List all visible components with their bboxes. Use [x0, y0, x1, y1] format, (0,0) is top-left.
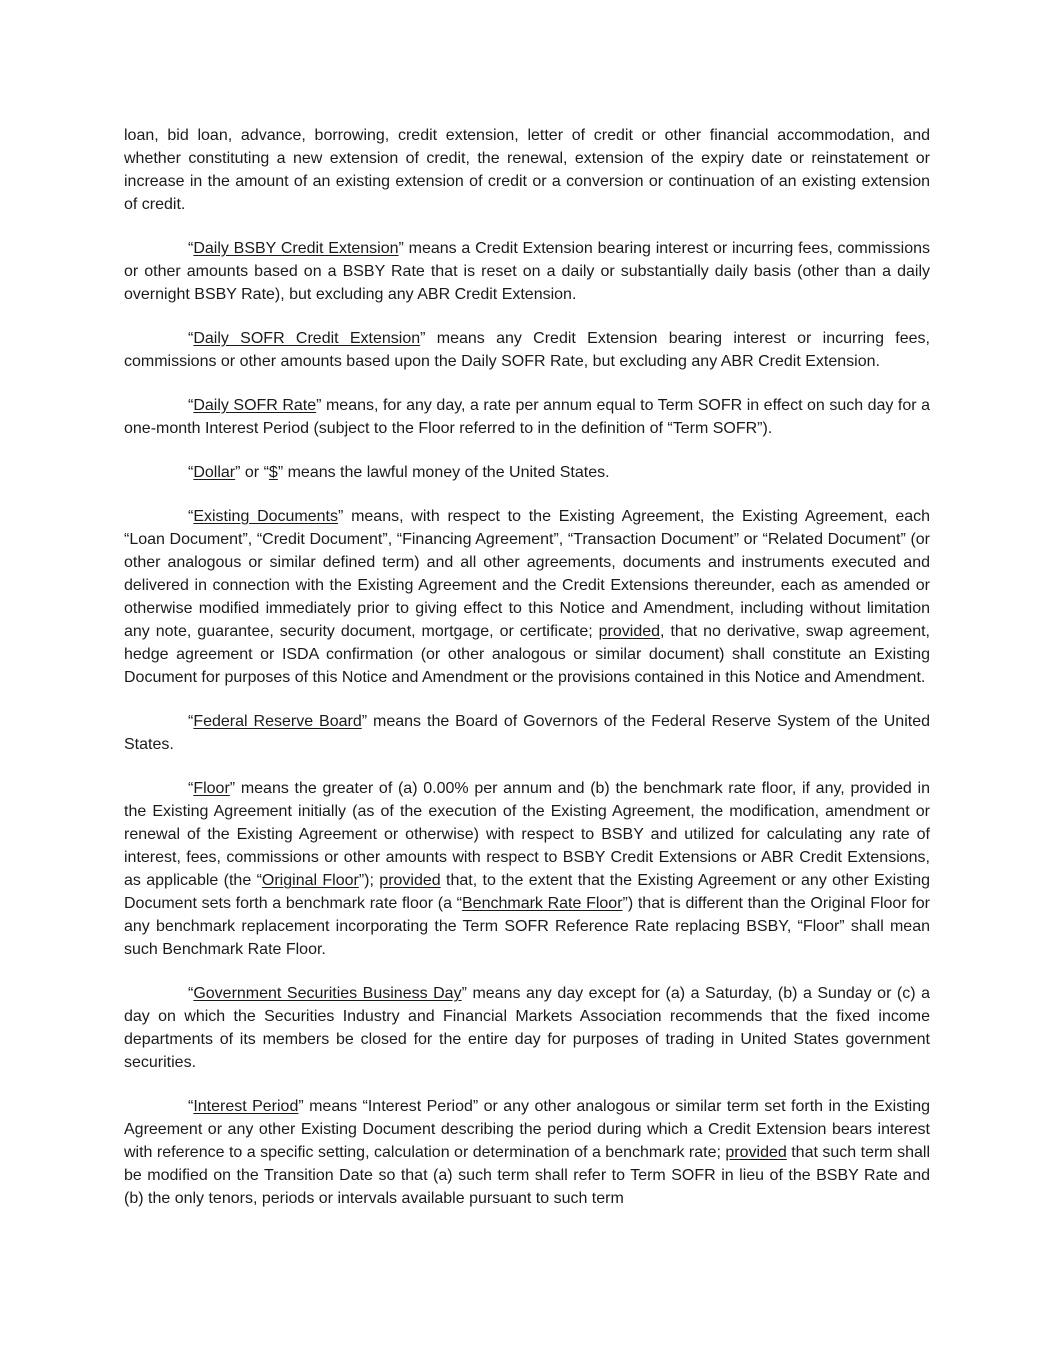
definition-paragraph [124, 710, 930, 756]
paragraph-text: “ [188, 240, 194, 257]
paragraph-text: ” means, for any day, a rate per annum equal to Term SOFR in effect on such day for a one-month Interest Period (subject to the Floor referred to in the definition of “Term SOFR”). [124, 397, 930, 437]
paragraph-text: ” means a Credit Extension bearing interest or incurring fees, commissions or other amounts based on a BSBY Rate that is reset on a daily or substantially daily basis (other than a daily overnight BSBY Rate), but excluding any ABR Credit Extension. [124, 240, 930, 303]
defined-term: Benchmark Rate Floor [462, 895, 623, 912]
paragraph-text: “ [188, 397, 194, 414]
defined-term: provided [598, 623, 661, 640]
paragraph-text: ” or “ [235, 464, 269, 481]
paragraph-text: ”) that is different than the Original Floor for any benchmark replacement incorporating the Term SOFR Reference Rate replacing BSBY, “Floor” shall mean such Benchmark Rate Floor. [124, 895, 931, 958]
definition-paragraph [124, 461, 930, 484]
definition-paragraph [124, 394, 930, 440]
defined-term: Federal Reserve Board [193, 713, 362, 730]
defined-term: Daily BSBY Credit Extension [193, 240, 399, 257]
paragraph-text: , that no derivative, swap agreement, hedge agreement or ISDA confirmation (or other analogous or similar document) shall constitute an Existing Document for purposes of this Notice and Amendment or the provisions contained in this Notice and Amendment. [124, 623, 931, 686]
paragraph-text: ” means the Board of Governors of the Federal Reserve System of the United States. [124, 713, 930, 753]
paragraph-text: “ [188, 464, 194, 481]
defined-term: Original Floor [261, 872, 359, 889]
defined-term: Dollar [193, 464, 236, 481]
paragraph-text: “ [188, 780, 194, 797]
definition-paragraph [124, 505, 930, 689]
defined-term: Government Securities Business Day [193, 985, 462, 1002]
defined-term: Daily SOFR Rate [193, 397, 317, 414]
paragraph-text: “ [188, 985, 194, 1002]
definition-paragraph [124, 327, 930, 373]
paragraph-text: “ [188, 508, 194, 525]
paragraph-text: ” means any day except for (a) a Saturday, (b) a Sunday or (c) a day on which the Securities Industry and Financial Markets Association recommends that the fixed income departments of its members be closed for the entire day for purposes of trading in United States government securities. [124, 985, 931, 1071]
paragraph-text: loan, bid loan, advance, borrowing, credit extension, letter of credit or other financial accommodation, and whether constituting a new extension of credit, the renewal, extension of the expiry date or reinstatement or increase in the amount of an existing extension of credit or a conversion or continuation of an existing extension of credit. [124, 127, 930, 213]
paragraph-text: ” means “Interest Period” or any other analogous or similar term set forth in the Existing Agreement or any other Existing Document describing the period during which a Credit Extension bears interest with reference to a specific setting, calculation or determination of a benchmark rate; [124, 1098, 931, 1161]
defined-term: provided [379, 872, 441, 889]
paragraph-text: that, to the extent that the Existing Agreement or any other Existing Document sets forth a benchmark rate floor (a “ [124, 872, 931, 912]
paragraph-text: “ [188, 713, 194, 730]
paragraph-text: “ [188, 330, 194, 347]
paragraph-text: ”); [358, 872, 380, 889]
defined-term: Daily SOFR Credit Extension [193, 330, 421, 347]
defined-term: $ [268, 464, 278, 481]
paragraph-text: ” means the lawful money of the United States. [277, 464, 610, 481]
definition-paragraph [124, 982, 930, 1074]
paragraph-text: that such term shall be modified on the Transition Date so that (a) such term shall refer to Term SOFR in lieu of the BSBY Rate and (b) the only tenors, periods or intervals available pursuant to such term [124, 1144, 930, 1207]
paragraph-text: “ [188, 1098, 194, 1115]
definition-paragraph [124, 237, 930, 306]
defined-term: Existing Documents [193, 508, 339, 525]
paragraph-text: ” means, with respect to the Existing Agreement, the Existing Agreement, each “Loan Document”, “Credit Document”, “Financing Agreement”, “Transaction Document” or “Related Document” (or other analogous or similar defined term) and all other agreements, documents and instruments executed and delivered in connection with the Existing Agreement and the Credit Extensions thereunder, each as amended or otherwise modified immediately prior to giving effect to this Notice and Amendment, including without limitation any note, guarantee, security document, mortgage, or certificate; [124, 508, 931, 640]
paragraph-text: ” means the greater of (a) 0.00% per annum and (b) the benchmark rate floor, if any, provided in the Existing Agreement initially (as of the execution of the Existing Agreement, the modification, amendment or renewal of the Existing Agreement or otherwise) with respect to BSBY and utilized for calculating any rate of interest, fees, commissions or other amounts with respect to BSBY Credit Extensions or ABR Credit Extensions, as applicable (the “ [124, 780, 930, 889]
defined-term: Interest Period [193, 1098, 299, 1115]
defined-term: Floor [193, 780, 230, 797]
paragraph-text: ” means any Credit Extension bearing interest or incurring fees, commissions or other amounts based upon the Daily SOFR Rate, but excluding any ABR Credit Extension. [124, 330, 930, 370]
definition-paragraph [124, 777, 930, 961]
document-page [124, 124, 930, 1231]
defined-term: provided [725, 1144, 787, 1161]
definition-paragraph [124, 124, 930, 216]
definition-paragraph [124, 1095, 930, 1210]
